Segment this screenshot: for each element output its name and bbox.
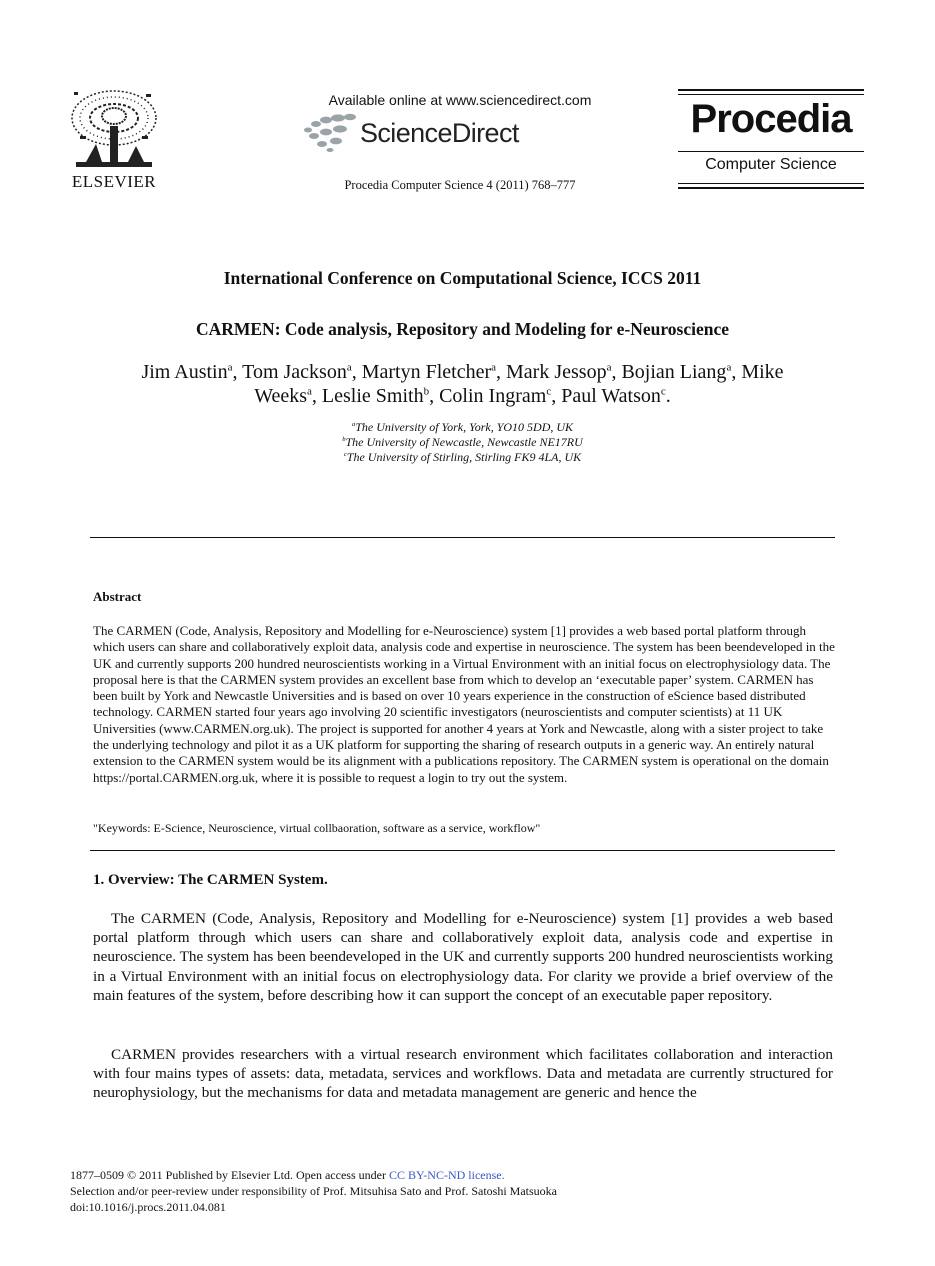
procedia-rule-top-thin [678, 94, 864, 95]
journal-reference: Procedia Computer Science 4 (2011) 768–777 [344, 178, 576, 192]
procedia-rule-top [678, 89, 864, 91]
author: Paul Watson$^c$. [561, 385, 671, 407]
procedia-rule-bottom [678, 187, 864, 189]
keywords-line: "Keywords: E-Science, Neuroscience, virtual collbaoration, software as a service, workflow" [93, 821, 541, 835]
body-paragraph: The CARMEN (Code, Analysis, Repository and Modelling for e-Neuroscience) system [1] provides a web based portal platform through which users can share and collaboratively exploit data, analysis code and expertise in neuroscience. The system has been beendeveloped in the UK and currently supports 200 hundred neuroscientists working in a Virtual Environment with an initial focus on electrophysiology data. For clarity we provide a brief overview of the main features of the system, before describing how it can support the concept of an executable paper repository. [93, 910, 833, 1004]
author: Bojian Liang$^a$, [621, 361, 742, 383]
abstract-heading: Abstract [93, 589, 142, 604]
author: Colin Ingram$^c$, [439, 385, 562, 407]
affiliation: $^b$The University of Newcastle, Newcastle NE17RU [342, 435, 583, 449]
author: Tom Jackson$^a$, [242, 361, 362, 383]
author: Mark Jessop$^a$, [506, 361, 622, 383]
sciencedirect-wordmark: ScienceDirect [360, 118, 519, 148]
author: Jim Austin$^a$, [141, 361, 243, 383]
conference-title: International Conference on Computational Science, ICCS 2011 [223, 268, 702, 288]
section-heading: 1. Overview: The CARMEN System. [93, 872, 328, 888]
affiliation: $^c$The University of Stirling, Stirling FK9 4LA, UK [343, 450, 582, 464]
author: Leslie Smith$^b$, [321, 385, 440, 407]
procedia-subtitle: Computer Science [705, 156, 837, 173]
available-online-text: Available online at www.sciencedirect.com [328, 92, 592, 108]
doi-line: doi:10.1016/j.procs.2011.04.081 [70, 1200, 226, 1214]
affiliation-list [0, 420, 925, 465]
procedia-rule-mid [678, 151, 864, 152]
paper-title: CARMEN: Code analysis, Repository and Modeling for e-Neuroscience [195, 319, 730, 339]
divider-bottom [90, 850, 835, 851]
procedia-rule-bottom-thin [678, 183, 864, 184]
publisher-name: ELSEVIER [71, 172, 157, 191]
affiliation: $^a$The University of York, York, YO10 5DD, UK [351, 420, 574, 434]
author-list [110, 360, 815, 408]
procedia-wordmark: Procedia [690, 97, 852, 141]
body-paragraph: CARMEN provides researchers with a virtual research environment which facilitates collaboration and interaction with four mains types of assets: data, metadata, services and workflows. Data and metadata are currently structured for neurophysiology, but the mechanisms for data and metadata management are generic and hence the [93, 1046, 833, 1102]
copyright-line: 1877–0509 © 2011 Published by Elsevier Ltd. Open access under CC BY-NC-ND license. [70, 1168, 505, 1182]
author: Martyn Fletcher$^a$, [361, 361, 507, 383]
peer-review-line: Selection and/or peer-review under responsibility of Prof. Mitsuhisa Sato and Prof. Satoshi Matsuoka [70, 1184, 558, 1198]
divider-top [90, 537, 835, 538]
license-link[interactable]: CC BY-NC-ND license. [388, 1168, 505, 1182]
author: Mike Weeks$^a$, [254, 361, 784, 407]
procedia-logo [678, 89, 864, 190]
page-footer [70, 1167, 870, 1215]
abstract-text: The CARMEN (Code, Analysis, Repository and Modelling for e-Neuroscience) system [1] provides a web based portal platform through which users can share and collaboratively exploit data, analysis code and expertise in neuroscience. The system has been beendeveloped in the UK and currently supports 200 hundred neuroscientists working in a Virtual Environment with an initial focus on electrophysiology data. The proposal here is that the CARMEN system provides an excellent base from which to develop an ‘executable paper’ system. CARMEN has been built by York and Newcastle Universities and is based on over 10 years experience in the construction of eScience based distributed technology. CARMEN started four years ago involving 20 scientific investigators (neuroscientists and computer scientists) at 11 UK Universities (www.CARMEN.org.uk). The project is supported for another 4 years at York and Newcastle, along with a sister project to take the underlying technology and pilot it as a UK platform for supporting the sharing of research outputs in a generic way. An entirely natural extension to the CARMEN system would be its alignment with a publications repository. The CARMEN system is operational on the domain https://portal.CARMEN.org.uk, where it is possible to request a login to try out the system. [93, 623, 835, 785]
